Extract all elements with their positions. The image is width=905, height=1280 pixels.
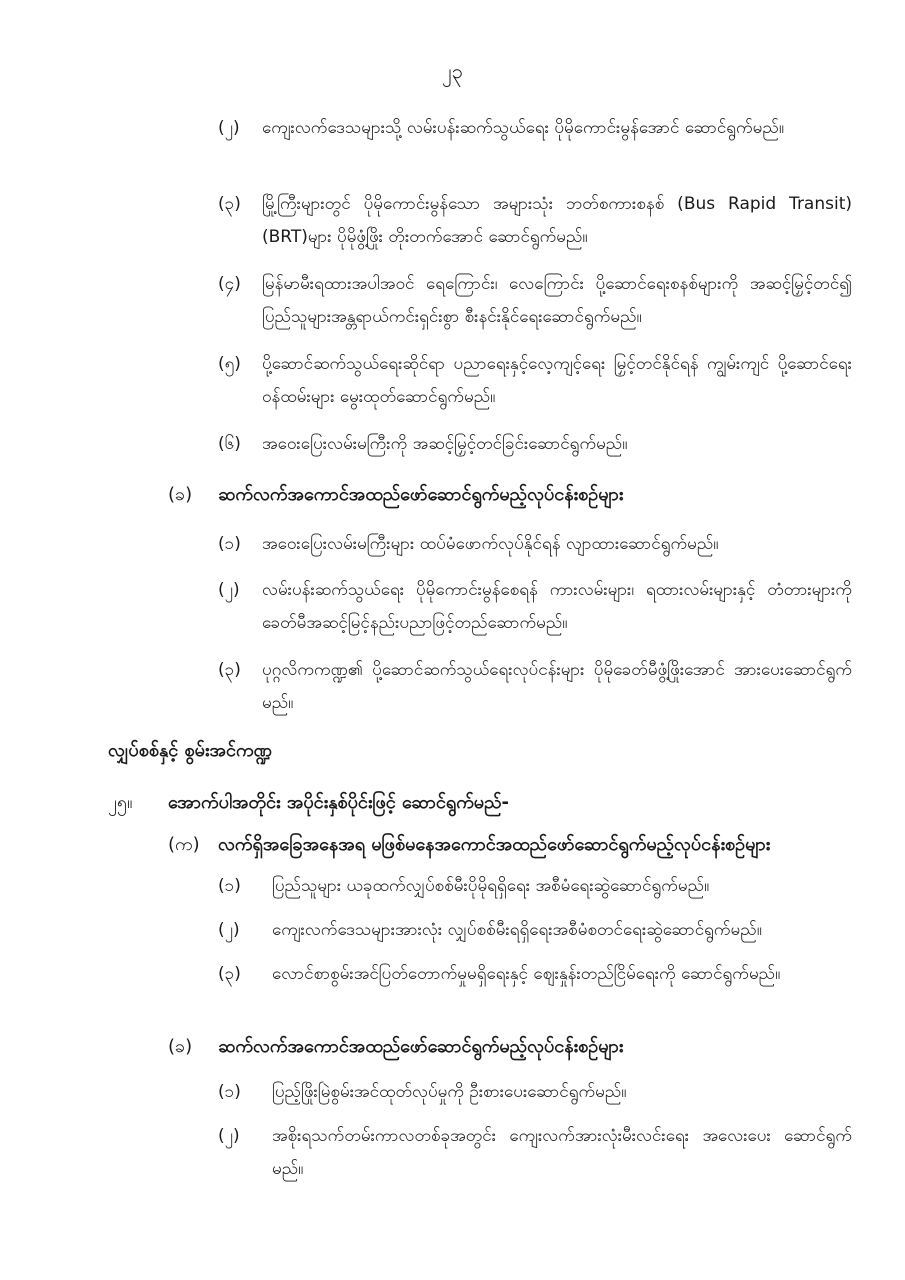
section-title: လျှပ်စစ်နှင့် စွမ်းအင်ကဏ္ဍ — [108, 740, 272, 761]
item-number: (၃) — [218, 660, 241, 680]
item-number: (၃) — [218, 194, 241, 214]
item-number: (၁) — [218, 1082, 241, 1102]
list-item-text: မြို့ကြီးများတွင် ပိုမိုကောင်းမွန်သော အများသုံး ဘတ်စကားစနစ် (Bus Rapid Transit) (BRT)များ ပိုမိုဖွံ့ဖြိုး တိုးတက်အောင် ဆောင်ရွက်မည်။ — [262, 194, 852, 247]
list-item-text: လမ်းပန်းဆက်သွယ်ရေး ပိုမိုကောင်းမွန်စေရန် ကားလမ်းများ၊ ရထားလမ်းများနှင့် တံတားများကို ခေတ်မီအဆင့်မြင့်နည်းပညာဖြင့်တည်ဆောက်မည်။ — [262, 580, 852, 633]
item-number: (၂) — [218, 920, 240, 940]
page-number: ၂၃ — [441, 59, 464, 83]
item-number: (၆) — [218, 434, 241, 454]
item-number: (၄) — [218, 274, 241, 294]
subsection-label: (က) — [168, 834, 200, 855]
list-item-text: အဝေးပြေးလမ်းမကြီးများ ထပ်မံဖောက်လုပ်နိုင်ရန် လျာထားဆောင်ရွက်မည်။ — [262, 534, 719, 554]
list-item-text: အဝေးပြေးလမ်းမကြီးကို အဆင့်မြှင့်တင်ခြင်းဆောင်ရွက်မည်။ — [262, 434, 628, 454]
item-number: (၁) — [218, 876, 241, 896]
item-number: (၃) — [218, 964, 241, 984]
paragraph-intro: အောက်ပါအတိုင်း အပိုင်းနှစ်ပိုင်းဖြင့် ဆောင်ရွက်မည်- — [168, 792, 509, 813]
item-number: (၁) — [218, 534, 241, 554]
list-item-text: ပြည့်ဖြိုးမြဲစွမ်းအင်ထုတ်လုပ်မှုကို ဦးစားပေးဆောင်ရွက်မည်။ — [272, 1082, 627, 1102]
list-item-text: ကျေးလက်ဒေသများသို့ လမ်းပန်းဆက်သွယ်ရေး ပိုမိုကောင်းမွန်အောင် ဆောင်ရွက်မည်။ — [262, 118, 784, 138]
paragraph-number: ၂၅။ — [108, 792, 133, 813]
list-item-text: ပြည်သူများ ယခုထက်လျှပ်စစ်မီးပိုမိုရရှိရေး အစီမံရေးဆွဲဆောင်ရွက်မည်။ — [272, 876, 710, 896]
list-item-text: မြန်မာမီးရထားအပါအဝင် ရေကြောင်း၊ လေကြောင်း ပို့ဆောင်ရေးစနစ်များကို အဆင့်မြှင့်တင်၍ ပြည်သူများအန္တရာယ်ကင်းရှင်းစွာ စီးနင်းနိုင်ရေးဆောင်ရွက်မည်။ — [262, 274, 852, 327]
item-number: (၂) — [218, 118, 240, 138]
subsection-label: (ခ) — [168, 484, 193, 505]
list-item-text: ပို့ဆောင်ဆက်သွယ်ရေးဆိုင်ရာ ပညာရေးနှင့်လေ့ကျင့်ရေး မြှင့်တင်နိုင်ရန် ကျွမ်းကျင် ပို့ဆောင်ရေးဝန်ထမ်းများ မွေးထုတ်ဆောင်ရွက်မည်။ — [262, 354, 852, 407]
list-item-text: အစိုးရသက်တမ်းကာလတစ်ခုအတွင်း ကျေးလက်အားလုံးမီးလင်းရေး အလေးပေး ဆောင်ရွက်မည်။ — [272, 1126, 852, 1179]
list-item-text: လောင်စာစွမ်းအင်ပြတ်တောက်မှုမရှိရေးနှင့် ဈေးနှုန်းတည်ငြိမ်ရေးကို ဆောင်ရွက်မည်။ — [272, 964, 781, 984]
subsection-label: (ခ) — [168, 1036, 193, 1057]
list-item-text: ကျေးလက်ဒေသများအားလုံး လျှပ်စစ်မီးရရှိရေးအစီမံစတင်ရေးဆွဲဆောင်ရွက်မည်။ — [272, 920, 762, 940]
item-number: (၅) — [218, 354, 241, 374]
item-number: (၂) — [218, 580, 240, 600]
item-number: (၂) — [218, 1126, 240, 1146]
subsection-heading: ဆက်လက်အကောင်အထည်ဖော်ဆောင်ရွက်မည့်လုပ်ငန်းစဉ်များ — [218, 484, 624, 505]
list-item-text: ပုဂ္ဂလိကကဏ္ဍ၏ ပို့ဆောင်ဆက်သွယ်ရေးလုပ်ငန်းများ ပိုမိုခေတ်မီဖွံ့ဖြိုးအောင် အားပေးဆောင်ရွက်မည်။ — [262, 660, 852, 713]
subsection-heading: ဆက်လက်အကောင်အထည်ဖော်ဆောင်ရွက်မည့်လုပ်ငန်းစဉ်များ — [218, 1036, 624, 1057]
subsection-heading: လက်ရှိအခြေအနေအရ မဖြစ်မနေအကောင်အထည်ဖော်ဆောင်ရွက်မည့်လုပ်ငန်းစဉ်များ — [218, 834, 771, 855]
